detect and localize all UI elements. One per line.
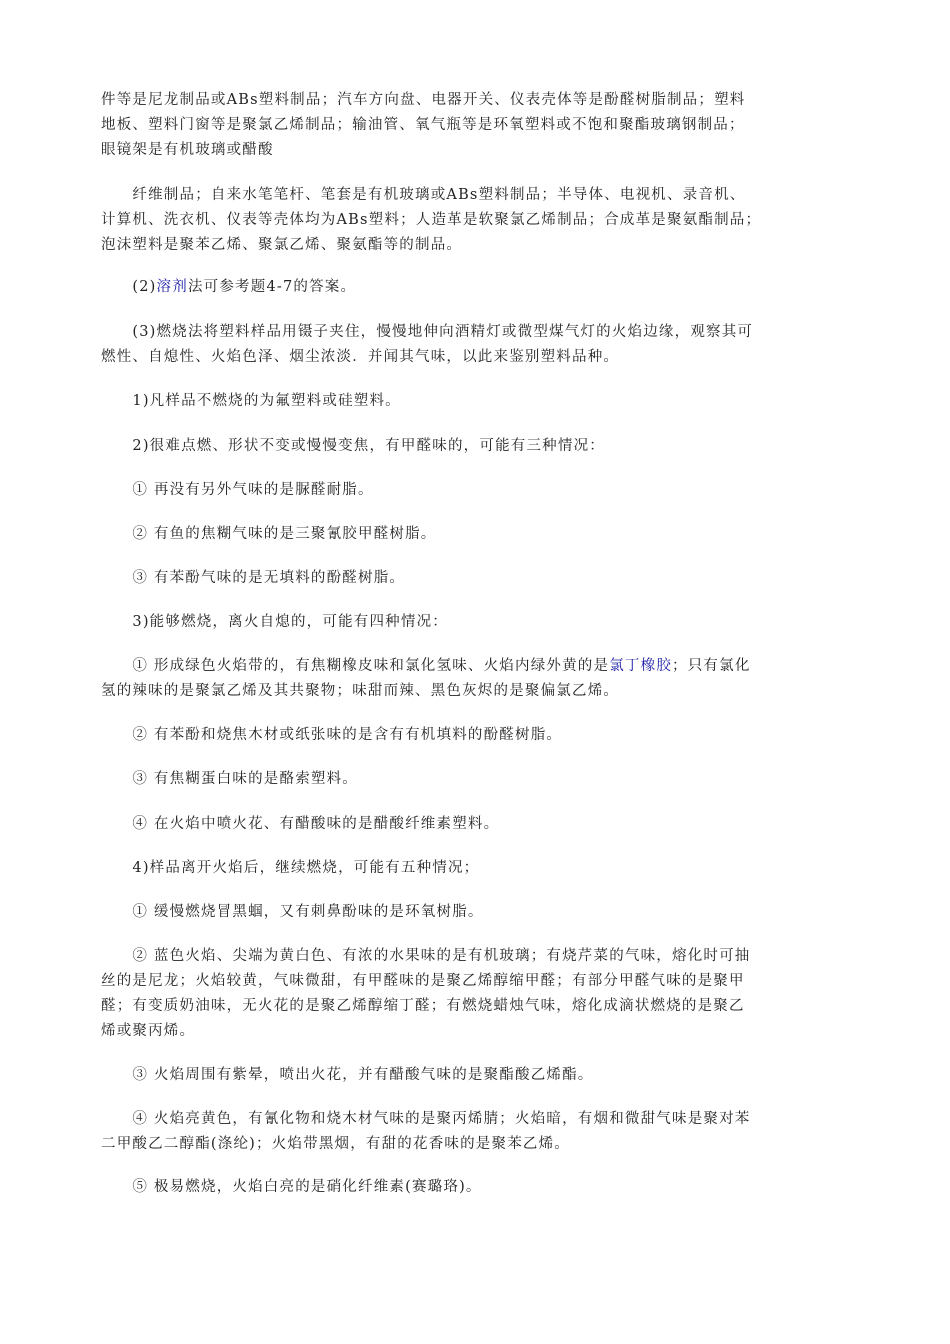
text-line: ② 有苯酚和烧焦木材或纸张味的是含有有机填料的酚醛树脂。 — [101, 727, 563, 743]
paragraph-case-3-item-4 — [101, 812, 873, 837]
link-chloroprene-rubber[interactable]: 氯丁橡胶 — [609, 658, 673, 674]
text-line: 4)样品离开火焰后，继续燃烧，可能有五种情况； — [101, 860, 480, 876]
text-line: ② 有鱼的焦糊气味的是三聚氰胶甲醛树脂。 — [101, 526, 437, 542]
paragraph-case-2-item-2 — [101, 522, 873, 547]
text-line: ③ 有苯酚气味的是无填料的酚醛树脂。 — [101, 570, 406, 586]
paragraph-case-3-item-2 — [101, 723, 873, 748]
text-line: ① 缓慢燃烧冒黑蝈，又有刺鼻酚味的是环氧树脂。 — [101, 904, 484, 920]
text-line: 地板、塑料门窗等是聚氯乙烯制品；输油管、氧气瓶等是环氧塑料或不饱和聚酯玻璃钢制品； — [101, 117, 745, 133]
text-line: 3)能够燃烧，离火自熄的，可能有四种情况： — [101, 614, 448, 630]
text-line: 纤维制品；自来水笔笔杆、笔套是有机玻璃或ABs塑料制品；半导体、电视机、录音机、 — [101, 187, 746, 203]
paragraph-case-2-item-1 — [101, 478, 873, 503]
paragraph-case-4-item-4 — [101, 1107, 873, 1157]
text-line: ② 蓝色火焰、尖端为黄白色、有浓的水果味的是有机玻璃；有烧芹菜的气味，熔化时可抽 — [101, 948, 751, 964]
paragraph-solvent-method — [101, 275, 873, 300]
paragraph-fiber-products — [101, 183, 873, 258]
text-line: 眼镜架是有机玻璃或醋酸 — [101, 142, 274, 158]
paragraph-case-3-item-3 — [101, 767, 873, 792]
paragraph-case-4-item-1 — [101, 900, 873, 925]
paragraph-case-3-item-1 — [101, 654, 873, 704]
paragraph-case-3 — [101, 610, 873, 635]
text-line: 丝的是尼龙；火焰较黄，气味微甜，有甲醛味的是聚乙烯醇缩甲醛；有部分甲醛气味的是聚甲 — [101, 973, 745, 989]
text-line: (3)燃烧法将塑料样品用镊子夹住，慢慢地伸向酒精灯或微型煤气灯的火焰边缘，观察其可 — [101, 324, 754, 340]
text-line: 醛；有变质奶油味，无火花的是聚乙烯醇缩丁醛；有燃烧蜡烛气味，熔化成滴状燃烧的是聚乙 — [101, 998, 745, 1014]
text-line: ① 再没有另外气味的是脲醛耐脂。 — [101, 482, 374, 498]
text-line: 氢的辣味的是聚氯乙烯及其共聚物；味甜而辣、黑色灰烬的是聚偏氯乙烯。 — [101, 683, 620, 699]
paragraph-case-4 — [101, 856, 873, 881]
text-line: 1)凡样品不燃烧的为氟塑料或硅塑料。 — [101, 393, 401, 409]
paragraph-case-4-item-2 — [101, 944, 873, 1044]
text-line: 烯或聚丙烯。 — [101, 1023, 196, 1039]
paragraph-case-1 — [101, 389, 873, 414]
text-line: ⑤ 极易燃烧，火焰白亮的是硝化纤维素(赛璐珞)。 — [101, 1179, 482, 1195]
text-line: 计算机、洗衣机、仪表等壳体均为ABs塑料；人造革是软聚氯乙烯制品；合成革是聚氨酯制品； — [101, 212, 762, 228]
text-line: 泡沫塑料是聚苯乙烯、聚氯乙烯、聚氨酯等的制品。 — [101, 237, 463, 253]
paragraph-plastic-products — [101, 88, 873, 163]
paragraph-case-4-item-5 — [101, 1175, 873, 1200]
text-line: ① 形成绿色火焰带的，有焦糊橡皮味和氯化氢味、火焰内绿外黄的是氯丁橡胶；只有氯化 — [101, 658, 751, 674]
text-line: 2)很难点燃、形状不变或慢慢变焦，有甲醛味的，可能有三种情况： — [101, 438, 605, 454]
text-line: ③ 有焦糊蛋白味的是酪索塑料。 — [101, 771, 359, 787]
text-line: 件等是尼龙制品或ABs塑料制品；汽车方向盘、电器开关、仪表壳体等是酚醛树脂制品；塑料 — [101, 92, 746, 108]
text-line: ④ 在火焰中喷火花、有醋酸味的是醋酸纤维素塑料。 — [101, 816, 500, 832]
link-solvent[interactable]: 溶剂 — [156, 279, 188, 295]
text-line: 二甲酸乙二醇酯(涤纶)；火焰带黑烟，有甜的花香味的是聚苯乙烯。 — [101, 1136, 571, 1152]
text-line: ③ 火焰周围有紫晕，喷出火花，并有醋酸气味的是聚酯酸乙烯酯。 — [101, 1067, 594, 1083]
paragraph-case-2-item-3 — [101, 566, 873, 591]
text-line: ④ 火焰亮黄色，有氰化物和烧木材气味的是聚丙烯腈；火焰暗，有烟和微甜气味是聚对苯 — [101, 1111, 751, 1127]
paragraph-combustion-method — [101, 320, 873, 370]
paragraph-case-4-item-3 — [101, 1063, 873, 1088]
text-line: (2)溶剂法可参考题4-7的答案。 — [101, 279, 357, 295]
paragraph-case-2 — [101, 434, 873, 459]
text-line: 燃性、自熄性、火焰色泽、烟尘浓淡．并闻其气味，以此来鉴别塑料品种。 — [101, 349, 620, 365]
